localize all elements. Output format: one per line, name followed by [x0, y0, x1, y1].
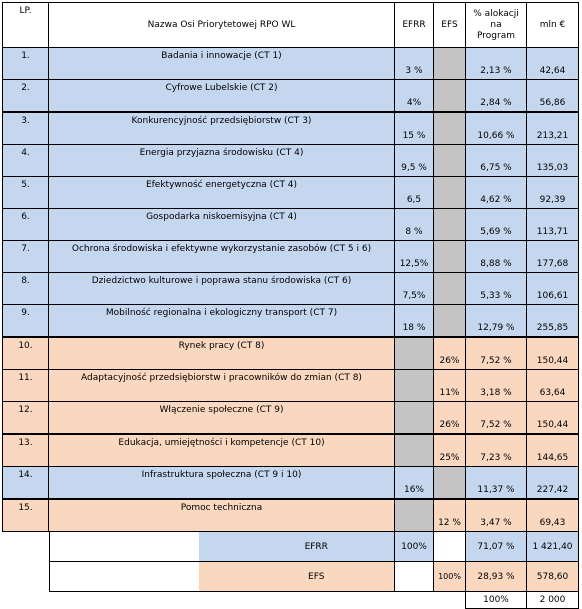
- row-number: 4.: [3, 145, 49, 177]
- row-efs: [434, 80, 466, 113]
- row-efs: [434, 145, 466, 177]
- row-efs: [434, 273, 466, 305]
- row-number: 11.: [3, 370, 49, 402]
- table-row: [3, 177, 579, 209]
- row-number: 14.: [3, 467, 49, 500]
- row-number: 5.: [3, 177, 49, 209]
- row-efrr: [395, 434, 434, 467]
- summary-spacer: [3, 532, 49, 562]
- row-number: 13.: [3, 434, 49, 467]
- summary-efrr-share: 100%: [395, 532, 434, 562]
- summary-efrr-label: EFRR: [49, 532, 395, 562]
- row-axis-name: Infrastruktura społeczna (CT 9 i 10): [49, 467, 395, 500]
- row-efs: 26%: [434, 337, 466, 370]
- row-efrr: [395, 402, 434, 435]
- header-name: Nazwa Osi Priorytetowej RPO WL: [49, 3, 395, 48]
- row-axis-name: Adaptacyjność przedsiębiorstw i pracowników do zmian (CT 8): [49, 370, 395, 402]
- table-row: [3, 145, 579, 177]
- row-axis-name: Rynek pracy (CT 8): [49, 337, 395, 370]
- row-alloc-pct: 6,75 %: [466, 145, 527, 177]
- table-row: [3, 434, 579, 467]
- row-number: 2.: [3, 80, 49, 113]
- row-axis-name: Ochrona środowiska i efektywne wykorzystanie zasobów (CT 5 i 6): [49, 241, 395, 273]
- row-number: 15.: [3, 499, 49, 532]
- summary-efs-pct: 28,93 %: [466, 562, 527, 592]
- summary-total-pct: 100%: [466, 592, 527, 609]
- row-axis-name: Edukacja, umiejętności i kompetencje (CT 10): [49, 434, 395, 467]
- row-axis-name: Mobilność regionalna i ekologiczny transport (CT 7): [49, 305, 395, 338]
- row-efs: [434, 305, 466, 338]
- row-mln: 255,85: [527, 305, 579, 338]
- row-efrr: 15 %: [395, 112, 434, 145]
- table-row: [3, 48, 579, 80]
- row-efs: [434, 241, 466, 273]
- summary-efrr-pct: 71,07 %: [466, 532, 527, 562]
- row-axis-name: Gospodarka niskoemisyjna (CT 4): [49, 209, 395, 241]
- row-efrr: 16%: [395, 467, 434, 500]
- row-number: 8.: [3, 273, 49, 305]
- row-mln: 213,21: [527, 112, 579, 145]
- row-mln: 150,44: [527, 337, 579, 370]
- row-alloc-pct: 12,79 %: [466, 305, 527, 338]
- table-row: [3, 209, 579, 241]
- row-axis-name: Efektywność energetyczna (CT 4): [49, 177, 395, 209]
- row-alloc-pct: 7,52 %: [466, 337, 527, 370]
- row-alloc-pct: 5,33 %: [466, 273, 527, 305]
- summary-efrr-efs-empty: [434, 532, 466, 562]
- row-efs: 25%: [434, 434, 466, 467]
- row-efs: [434, 48, 466, 80]
- row-number: 1.: [3, 48, 49, 80]
- row-efrr: [395, 370, 434, 402]
- row-efrr: 9,5 %: [395, 145, 434, 177]
- row-efs: [434, 177, 466, 209]
- row-axis-name: Włączenie społeczne (CT 9): [49, 402, 395, 435]
- row-axis-name: Pomoc techniczna: [49, 499, 395, 532]
- row-efs: 12 %: [434, 499, 466, 532]
- header-lp: LP.: [3, 3, 49, 48]
- row-efrr: 4%: [395, 80, 434, 113]
- row-mln: 69,43: [527, 499, 579, 532]
- summary-total-mln: 2 000: [527, 592, 579, 609]
- row-number: 3.: [3, 112, 49, 145]
- row-alloc-pct: 4,62 %: [466, 177, 527, 209]
- row-efrr: 8 %: [395, 209, 434, 241]
- header-efrr: EFRR: [395, 3, 434, 48]
- row-efrr: 6,5: [395, 177, 434, 209]
- header-row: [3, 3, 579, 48]
- summary-spacer: [3, 592, 49, 609]
- row-mln: 150,44: [527, 402, 579, 435]
- header-efs: EFS: [434, 3, 466, 48]
- row-efrr: 18 %: [395, 305, 434, 338]
- row-alloc-pct: 2,84 %: [466, 80, 527, 113]
- table-row: [3, 305, 579, 338]
- row-alloc-pct: 7,23 %: [466, 434, 527, 467]
- row-number: 10.: [3, 337, 49, 370]
- table-row: [3, 112, 579, 145]
- summary-efrr-mln: 1 421,40: [527, 532, 579, 562]
- summary-spacer: [49, 592, 395, 609]
- table-row: [3, 467, 579, 500]
- table-row: [3, 241, 579, 273]
- table-row: [3, 499, 579, 532]
- row-axis-name: Konkurencyjność przedsiębiorstw (CT 3): [49, 112, 395, 145]
- summary-efs-share: 100%: [434, 562, 466, 592]
- row-efs: 11%: [434, 370, 466, 402]
- table-row: [3, 337, 579, 370]
- row-efs: [434, 112, 466, 145]
- row-mln: 42,64: [527, 48, 579, 80]
- row-axis-name: Energia przyjazna środowisku (CT 4): [49, 145, 395, 177]
- row-mln: 92,39: [527, 177, 579, 209]
- row-alloc-pct: 11,37 %: [466, 467, 527, 500]
- row-alloc-pct: 10,66 %: [466, 112, 527, 145]
- row-efs: 26%: [434, 402, 466, 435]
- summary-efs-label: EFS: [49, 562, 395, 592]
- row-mln: 63,64: [527, 370, 579, 402]
- row-efrr: 3 %: [395, 48, 434, 80]
- row-alloc-pct: 2,13 %: [466, 48, 527, 80]
- table-row: [3, 273, 579, 305]
- row-axis-name: Badania i innowacje (CT 1): [49, 48, 395, 80]
- row-mln: 177,68: [527, 241, 579, 273]
- table-row: [3, 370, 579, 402]
- row-mln: 227,42: [527, 467, 579, 500]
- header-mln: mln €: [527, 3, 579, 48]
- row-efrr: 7,5%: [395, 273, 434, 305]
- row-mln: 144,65: [527, 434, 579, 467]
- row-number: 12.: [3, 402, 49, 435]
- row-mln: 56,86: [527, 80, 579, 113]
- table-row: [3, 402, 579, 435]
- summary-row-efs: [3, 562, 579, 592]
- table-row: [3, 80, 579, 113]
- summary-row-total: [3, 592, 579, 609]
- table-body: [3, 48, 579, 532]
- row-efs: [434, 209, 466, 241]
- row-axis-name: Cyfrowe Lubelskie (CT 2): [49, 80, 395, 113]
- row-efs: [434, 467, 466, 500]
- row-mln: 135,03: [527, 145, 579, 177]
- row-number: 7.: [3, 241, 49, 273]
- row-mln: 113,71: [527, 209, 579, 241]
- row-number: 9.: [3, 305, 49, 338]
- row-alloc-pct: 3,18 %: [466, 370, 527, 402]
- row-axis-name: Dziedzictwo kulturowe i poprawa stanu środowiska (CT 6): [49, 273, 395, 305]
- summary-spacer: [434, 592, 466, 609]
- row-mln: 106,61: [527, 273, 579, 305]
- row-efrr: [395, 499, 434, 532]
- row-efrr: [395, 337, 434, 370]
- header-alloc: % alokacji na Program: [466, 3, 527, 48]
- row-alloc-pct: 8,88 %: [466, 241, 527, 273]
- summary-spacer: [395, 592, 434, 609]
- row-number: 6.: [3, 209, 49, 241]
- row-efrr: 12,5%: [395, 241, 434, 273]
- row-alloc-pct: 5,69 %: [466, 209, 527, 241]
- summary-efs-efrr-empty: [395, 562, 434, 592]
- summary-efs-mln: 578,60: [527, 562, 579, 592]
- row-alloc-pct: 7,52 %: [466, 402, 527, 435]
- summary-row-efrr: [3, 532, 579, 562]
- summary-spacer: [3, 562, 49, 592]
- row-alloc-pct: 3,47 %: [466, 499, 527, 532]
- allocation-table: [2, 2, 579, 609]
